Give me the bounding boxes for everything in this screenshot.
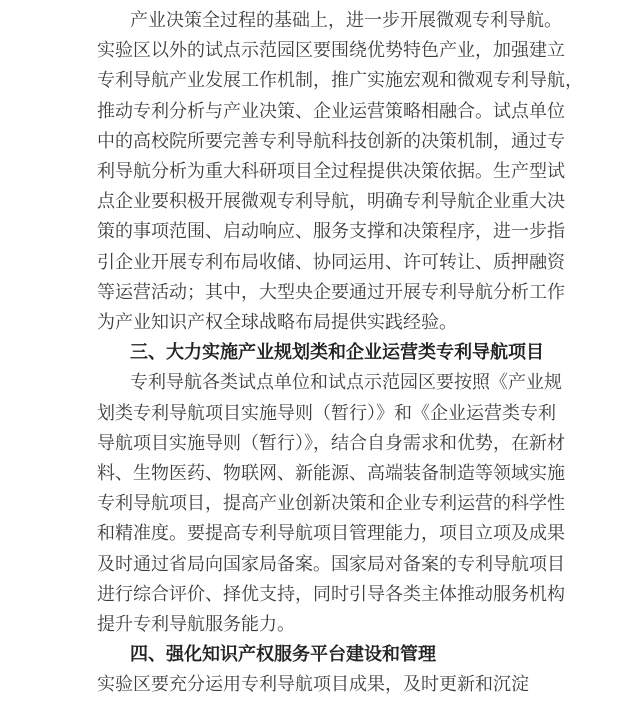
- paragraph-line: 中的高校院所要完善专利导航科技创新的决策机制，通过专: [97, 130, 565, 152]
- paragraph-line: 策的事项范围、启动响应、服务支撑和决策程序，进一步指: [97, 221, 565, 243]
- paragraph-line: 进行综合评价、择优支持，同时引导各类主体推动服务机构: [97, 583, 565, 605]
- paragraph-line: 及时通过省局向国家局备案。国家局对备案的专利导航项目: [97, 553, 565, 575]
- paragraph-line: 料、生物医药、物联网、新能源、高端装备制造等领域实施: [97, 463, 565, 484]
- paragraph-line: 点企业要积极开展微观专利导航，明确专利导航企业重大决: [97, 191, 565, 213]
- paragraph-line: 为产业知识产权全球战略布局提供实践经验。: [97, 312, 457, 333]
- paragraph-line: 提升专利导航服务能力。: [97, 614, 295, 635]
- paragraph-line: 等运营活动；其中，大型央企要通过开展专利导航分析工作: [97, 281, 565, 303]
- paragraph-line: 和精准度。要提高专利导航项目管理能力，项目立项及成果: [97, 523, 565, 545]
- paragraph-line: 产业决策全过程的基础上，进一步开展微观专利导航。: [130, 10, 562, 31]
- section-heading-4: 四、强化知识产权服务平台建设和管理: [130, 644, 436, 666]
- section-heading-3: 三、大力实施产业规划类和企业运营类专利导航项目: [130, 342, 544, 364]
- paragraph-line: 实验区以外的试点示范园区要围绕优势特色产业，加强建立: [97, 40, 565, 62]
- paragraph-line: 实验区要充分运用专利导航项目成果，及时更新和沉淀: [97, 674, 529, 696]
- paragraph-line: 划类专利导航项目实施导则（暂行）》和《企业运营类专利: [97, 402, 556, 424]
- paragraph-line: 利导航分析为重大科研项目全过程提供决策依据。生产型试: [97, 161, 565, 182]
- paragraph-line: 引企业开展专利布局收储、协同运用、许可转让、质押融资: [97, 251, 565, 273]
- paragraph-line: 推动专利分析与产业决策、企业运营策略相融合。试点单位: [97, 100, 565, 122]
- paragraph-line: 专利导航项目，提高产业创新决策和企业专利运营的科学性: [97, 493, 565, 515]
- paragraph-line: 专利导航各类试点单位和试点示范园区要按照《产业规: [130, 372, 562, 394]
- paragraph-line: 导航项目实施导则（暂行）》，结合自身需求和优势，在新材: [97, 432, 565, 454]
- paragraph-line: 专利导航产业发展工作机制，推广实施宏观和微观专利导航，: [97, 70, 583, 92]
